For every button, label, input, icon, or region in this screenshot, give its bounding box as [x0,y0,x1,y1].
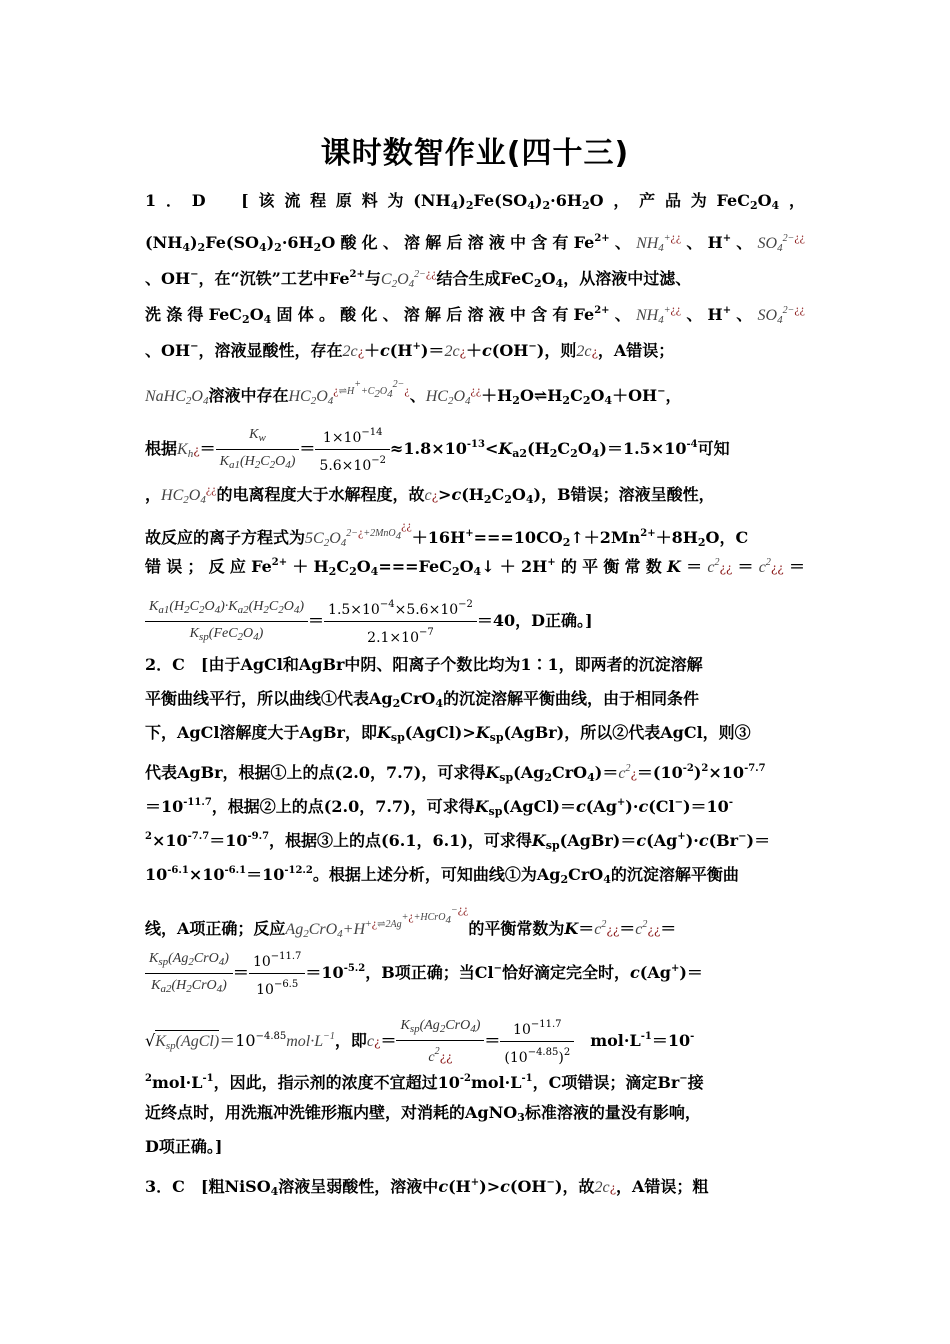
text-line: $(NH_4)_2Fe(SO_4)_2\cdot 6H_2O$酸化、溶解后溶液中含有$Fe^{2+}$、$NH_4^{+¿¿}$、H+、$SO_4^{2-¿¿}$ [145,230,805,254]
page-title: 课时数智作业(四十三) [320,136,630,171]
text-line: 根据$K_h¿=$ $\frac{K_w}{K_{a1}(H_2C_2O_4)}$ ＝ $\frac{1\times 10^{-14}}{5.6\times 10^{-2}}$ $\approx 1.8\times 10^{-13}<K_{a2}(H_2C_2O_4)=1.5\times 10^{-4}$可知 [145,424,805,475]
text-line: 平衡曲线平行，所以曲线①代表$Ag_2CrO_4$的沉淀溶解平衡曲线，由于相同条件 [145,689,700,710]
text-line: D项正确。] [145,1137,223,1156]
text-line: 错误；反应$Fe^{2+}+H_2C_2O_4===FeC_2O_4↓+2H^+$的平衡常数$K=c^2¿¿=c^2¿¿=$ [145,557,805,578]
text-line: 洗涤得$FeC_2O_4$固体。酸化、溶解后溶液中含有$Fe^{2+}$、$NH_4^{+¿¿}$、H+、$SO_4^{2-¿¿}$ [145,302,805,326]
text-line: $√K_{sp}(AgCl)=10^{-4.85}mol\cdot L^{-1}$，即c¿＝ $\frac{K_{sp}(Ag_2CrO_4)}{c^2¿¿}$ ＝ $\frac{10^{-11.7}}{(10^{-4.85})^2}$ $mol\cdot L^{-1}=10^-$ [145,1018,695,1066]
text-line: $^2mol\cdot L^{-1}$，因此，指示剂的浓度不宜超过$10^{-2}mol\cdot L^{-1}$，C项错误；滴定Br−接 [145,1073,704,1092]
text-line: $\frac{K_{sp}(Ag_2CrO_4)}{K_{a2}(H_2CrO_4)}$ ＝ $\frac{10^{-11.7}}{10^{-6.5}}$ $=10^{-5.2}$，B项正确；当Cl−恰好滴定完全时，c(Ag+)＝ [145,948,805,999]
text-line: $10^{-6.1}\times 10^{-6.1}=10^{-12.2}$。根据上述分析，可知曲线①为$Ag_2CrO_4$的沉淀溶解平衡曲 [145,865,739,886]
text-line: 故反应的离子方程式为$5C_2O_4^{2-¿+2MnO_4^{¿¿}}+16H^+===10CO_2↑+2Mn^{2+}+8H_2O$，C [145,518,749,549]
text-line: 代表AgBr，根据①上的点(2.0，7.7)，可求得$K_{sp}(Ag_2CrO_4)=c^2¿=(10^{-2})^2\times 10^{-7.7}$ [145,763,766,784]
text-line: 3．C [粗NiSO$_4$溶液呈弱酸性，溶液中c(H+)>c(OH−)，故2c¿，A错误；粗 [145,1177,709,1198]
text-line: 1．D [该流程原料为$(NH_4)_2Fe(SO_4)_2\cdot 6H_2O$，产品为$FeC_2O_4$， [145,191,805,212]
text-line: 线，A项正确；反应$Ag_2CrO_4+H^{+¿\rightleftharpoons 2Ag^{+¿+HCrO_4^{-¿¿}}}$的平衡常数为$K=c^2¿¿=c^2¿¿=$ [145,902,677,940]
text-line: 、OH−，在“沉铁”工艺中$Fe^{2+}$与$C_2O_4^{2-¿¿}$结合生成$FeC_2O_4$，从溶液中过滤、 [145,266,692,290]
text-line: 近终点时，用洗瓶冲洗锥形瓶内壁，对消耗的AgNO$_3$标准溶液的量没有影响， [145,1103,701,1124]
text-line: $NaHC_2O_4$溶液中存在$HC_2O_4^{¿\rightleftharpoons H^++C_2O_4^{2-}¿}$、$HC_2O_4^{¿¿}+H_2O\rightleftharpoons H_2C_2O_4+OH^-$， [145,379,682,407]
text-line: 、OH−，溶液显酸性，存在2c¿＋c(H+)＝2c¿＋c(OH−)，则2c¿，A错误； [145,341,675,360]
text-line: ，$HC_2O_4^{¿¿}$的电离程度大于水解程度，故$c¿>c(H_2C_2O_4)$，B错误；溶液呈酸性， [145,482,715,506]
text-line: 下，AgCl溶解度大于AgBr，即$K_{sp}(AgCl)>K_{sp}(AgBr)$，所以②代表AgCl，则③ [145,723,751,744]
text-line: $\frac{K_{a1}(H_2C_2O_4)\cdot K_{a2}(H_2C_2O_4)}{K_{sp}(FeC_2O_4)}$ ＝ $\frac{1.5\times 10^{-4}\times 5.6\times 10^{-2}}{2.1\times 10^{-7}}$ ＝40，D正确。] [145,596,805,647]
text-line: 2．C [由于AgCl和AgBr中阴、阳离子个数比均为1∶1，即两者的沉淀溶解 [145,655,703,674]
text-line: $^2\times 10^{-7.7}=10^{-9.7}$，根据③上的点(6.1，6.1)，可求得$K_{sp}(AgBr)=c(Ag^+)\cdot c(Br^-)=$ [145,831,771,852]
text-line: $=10^{-11.7}$，根据②上的点(2.0，7.7)，可求得$K_{sp}(AgCl)=c(Ag^+)\cdot c(Cl^-)=10^-$ [145,797,733,818]
